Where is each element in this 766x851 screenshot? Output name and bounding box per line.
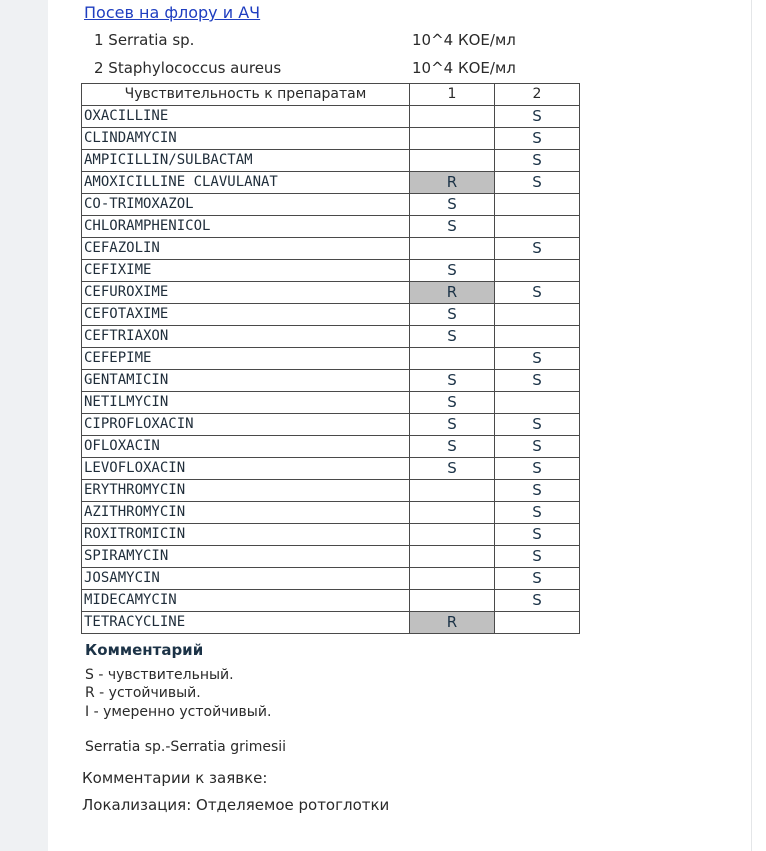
- table-row: [82, 282, 580, 304]
- species-note: Serratia sp.-Serratia grimesii: [85, 739, 287, 755]
- sensitivity-cell-organism-1: [410, 502, 495, 524]
- table-row: [82, 590, 580, 612]
- sensitivity-cell-organism-1: S: [410, 414, 495, 436]
- sensitivity-cell-organism-2: S: [495, 568, 580, 590]
- drug-name-cell: CEFAZOLIN: [82, 238, 410, 260]
- table-row: [82, 568, 580, 590]
- drug-name-cell: CEFTRIAXON: [82, 326, 410, 348]
- sensitivity-cell-organism-1: S: [410, 436, 495, 458]
- sensitivity-cell-organism-1: [410, 150, 495, 172]
- drug-name-cell: CEFOTAXIME: [82, 304, 410, 326]
- organism-name: 1 Serratia sp.: [94, 31, 195, 49]
- sensitivity-cell-organism-1: S: [410, 326, 495, 348]
- drug-name-cell: CEFUROXIME: [82, 282, 410, 304]
- sensitivity-cell-organism-1: S: [410, 216, 495, 238]
- table-row: [82, 216, 580, 238]
- sensitivity-cell-organism-2: S: [495, 524, 580, 546]
- table-row: [82, 128, 580, 150]
- sensitivity-cell-organism-1: [410, 568, 495, 590]
- sensitivity-cell-organism-2: S: [495, 128, 580, 150]
- legend-line-i: I - умеренно устойчивый.: [85, 704, 272, 720]
- drug-name-cell: LEVOFLOXACIN: [82, 458, 410, 480]
- table-row: [82, 194, 580, 216]
- comment-heading: Комментарий: [85, 641, 204, 659]
- legend-line-s: S - чувствительный.: [85, 667, 234, 683]
- sensitivity-cell-organism-2: S: [495, 590, 580, 612]
- organism-row-2: [94, 59, 534, 83]
- sensitivity-cell-organism-1: S: [410, 304, 495, 326]
- sensitivity-cell-organism-1: [410, 348, 495, 370]
- sensitivity-table: [81, 83, 580, 634]
- sensitivity-cell-organism-2: S: [495, 172, 580, 194]
- table-header-row: [82, 84, 580, 106]
- header-organism-1: 1: [410, 84, 495, 106]
- sensitivity-cell-organism-2: S: [495, 414, 580, 436]
- drug-name-cell: SPIRAMYCIN: [82, 546, 410, 568]
- table-row: [82, 392, 580, 414]
- sensitivity-cell-organism-1: [410, 546, 495, 568]
- sensitivity-cell-organism-2: S: [495, 238, 580, 260]
- sensitivity-cell-organism-2: S: [495, 502, 580, 524]
- drug-name-cell: CEFEPIME: [82, 348, 410, 370]
- request-comments-label: Комментарии к заявке:: [82, 769, 268, 787]
- drug-name-cell: AMPICILLIN/SULBACTAM: [82, 150, 410, 172]
- drug-name-cell: TETRACYCLINE: [82, 612, 410, 634]
- sensitivity-cell-organism-2: S: [495, 370, 580, 392]
- page-title-link[interactable]: Посев на флору и АЧ: [84, 3, 261, 22]
- sensitivity-table-body: [82, 106, 580, 634]
- sensitivity-cell-organism-1: S: [410, 370, 495, 392]
- organism-count: 10^4 КОЕ/мл: [412, 31, 516, 49]
- drug-name-cell: ERYTHROMYCIN: [82, 480, 410, 502]
- drug-name-cell: GENTAMICIN: [82, 370, 410, 392]
- sensitivity-cell-organism-2: S: [495, 282, 580, 304]
- table-row: [82, 150, 580, 172]
- table-row: [82, 458, 580, 480]
- sensitivity-cell-organism-1: [410, 480, 495, 502]
- drug-name-cell: AMOXICILLINE CLAVULANAT: [82, 172, 410, 194]
- drug-name-cell: CIPROFLOXACIN: [82, 414, 410, 436]
- sensitivity-cell-organism-1: S: [410, 458, 495, 480]
- drug-name-cell: OFLOXACIN: [82, 436, 410, 458]
- sensitivity-cell-organism-2: [495, 216, 580, 238]
- sensitivity-cell-organism-1: [410, 106, 495, 128]
- organism-count: 10^4 КОЕ/мл: [412, 59, 516, 77]
- sensitivity-cell-organism-1: R: [410, 612, 495, 634]
- right-scrollbar-track[interactable]: [751, 0, 766, 851]
- drug-name-cell: CHLORAMPHENICOL: [82, 216, 410, 238]
- table-row: [82, 172, 580, 194]
- sensitivity-cell-organism-2: [495, 304, 580, 326]
- sensitivity-cell-organism-2: S: [495, 546, 580, 568]
- sensitivity-cell-organism-2: [495, 326, 580, 348]
- drug-name-cell: CLINDAMYCIN: [82, 128, 410, 150]
- sensitivity-cell-organism-2: S: [495, 458, 580, 480]
- drug-name-cell: CEFIXIME: [82, 260, 410, 282]
- sensitivity-cell-organism-2: S: [495, 480, 580, 502]
- drug-name-cell: AZITHROMYCIN: [82, 502, 410, 524]
- table-row: [82, 414, 580, 436]
- sensitivity-cell-organism-2: S: [495, 106, 580, 128]
- sensitivity-cell-organism-1: [410, 590, 495, 612]
- sensitivity-cell-organism-1: R: [410, 172, 495, 194]
- sensitivity-cell-organism-1: S: [410, 194, 495, 216]
- legend-line-r: R - устойчивый.: [85, 685, 201, 701]
- drug-name-cell: CO-TRIMOXAZOL: [82, 194, 410, 216]
- table-row: [82, 480, 580, 502]
- drug-name-cell: OXACILLINE: [82, 106, 410, 128]
- sensitivity-cell-organism-2: S: [495, 150, 580, 172]
- drug-name-cell: ROXITROMICIN: [82, 524, 410, 546]
- table-row: [82, 348, 580, 370]
- sensitivity-cell-organism-1: [410, 524, 495, 546]
- header-drug-column: Чувствительность к препаратам: [82, 84, 410, 106]
- table-row: [82, 436, 580, 458]
- table-row: [82, 502, 580, 524]
- sensitivity-cell-organism-2: [495, 194, 580, 216]
- table-row: [82, 304, 580, 326]
- drug-name-cell: JOSAMYCIN: [82, 568, 410, 590]
- drug-name-cell: NETILMYCIN: [82, 392, 410, 414]
- table-row: [82, 370, 580, 392]
- table-row: [82, 524, 580, 546]
- table-row: [82, 238, 580, 260]
- table-row: [82, 326, 580, 348]
- table-row: [82, 260, 580, 282]
- sensitivity-cell-organism-1: [410, 128, 495, 150]
- organism-name: 2 Staphylococcus aureus: [94, 59, 282, 77]
- sensitivity-cell-organism-1: S: [410, 260, 495, 282]
- sensitivity-cell-organism-2: S: [495, 436, 580, 458]
- left-margin-bar: [0, 0, 48, 851]
- table-row: [82, 106, 580, 128]
- organism-row-1: [94, 31, 534, 55]
- sensitivity-cell-organism-1: R: [410, 282, 495, 304]
- sensitivity-cell-organism-2: S: [495, 348, 580, 370]
- table-row: [82, 546, 580, 568]
- sensitivity-cell-organism-1: [410, 238, 495, 260]
- localization-line: Локализация: Отделяемое ротоглотки: [82, 796, 390, 814]
- header-organism-2: 2: [495, 84, 580, 106]
- sensitivity-cell-organism-2: [495, 612, 580, 634]
- table-row: [82, 612, 580, 634]
- drug-name-cell: MIDECAMYCIN: [82, 590, 410, 612]
- sensitivity-cell-organism-2: [495, 392, 580, 414]
- sensitivity-cell-organism-1: S: [410, 392, 495, 414]
- sensitivity-cell-organism-2: [495, 260, 580, 282]
